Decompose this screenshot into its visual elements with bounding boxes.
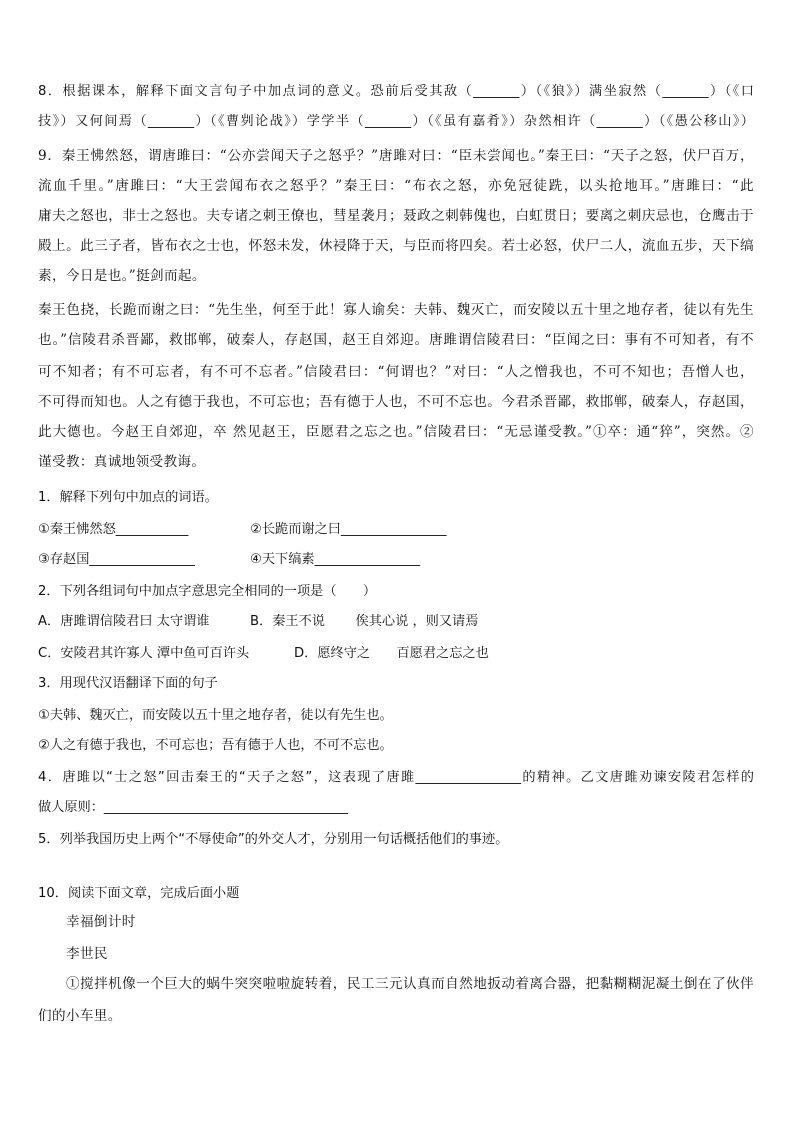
q9-passage2-line-1: 秦王色挠，长跪而谢之曰：“先生坐，何至于此！寡人谕矣：夫韩、魏灭亡，而安陵以五十里之地存者，徒以有先生 [38, 302, 754, 318]
q9-sub3-sentence-1: ①夫韩、魏灭亡，而安陵以五十里之地存者，徒以有先生也。 [38, 708, 393, 723]
q9-sub2-prompt: 2．下列各组词句中加点字意思完全相同的一项是（ ） [38, 584, 377, 599]
q9-sub2-option-d: D．愿终守之 百愿君之忘之也 [294, 646, 489, 661]
q9-passage1-line-1: 9．秦王怫然怒，谓唐雎曰：“公亦尝闻天子之怒乎？”唐雎对曰：“臣未尝闻也。”秦王曰：“天子之怒，伏尸百万， [38, 148, 754, 164]
q9-sub1-item-4: ④天下缟素________________ [250, 552, 421, 567]
q9-sub3-prompt: 3．用现代汉语翻译下面的句子 [38, 676, 218, 691]
q9-passage2-line-5: 此大德也。今赵王自郊迎，卒 然见赵王，臣愿君之忘之也。”信陵君曰：“无忌谨受教。”①卒：通“猝”，突然。② [38, 424, 754, 440]
q9-passage1-line-2: 流血千里。”唐雎曰：“大王尝闻布衣之怒乎？”秦王曰：“布衣之怒，亦免冠徒跣，以头抢地耳。”唐雎曰：“此 [38, 178, 754, 194]
article-paragraph-1-line-2: 们的小车里。 [38, 1008, 122, 1024]
q9-sub2-option-b: B．秦王不说 俟其心说 ，则又请焉 [250, 614, 479, 629]
q9-sub3-sentence-2: ②人之有德于我也，不可忘也；吾有德于人也，不可不忘也。 [38, 738, 393, 753]
q8-line-2: 技》）又何间焉（_______）（《曹刿论战》）学学半（_______）（《虽有嘉肴》）杂然相许（_______）（《愚公移山》） [38, 114, 754, 129]
q9-passage2-line-2: 也。”信陵君杀晋鄙，救邯郸，破秦人，存赵国，赵王自郊迎。唐雎谓信陵君曰：“臣闻之曰：事有不可知者，有不 [38, 332, 754, 348]
q9-passage2-line-4: 不可得而知也。人之有德于我也，不可忘也；吾有德于人也，不可不忘也。今君杀晋鄙，救邯郸，破秦人，存赵国， [38, 394, 754, 410]
q10-intro: 10．阅读下面文章，完成后面小题 [38, 886, 240, 901]
q9-sub2-option-c: C．安陵君其许寡人 潭中鱼可百许头 [38, 646, 250, 661]
q9-sub4-line-1: 4．唐雎以“士之怒”回击秦王的“天子之怒”，这表现了唐雎________________的精神。乙文唐雎劝谏安陵君怎样的 [38, 770, 754, 785]
q8-line-1: 8．根据课本，解释下面文言句子中加点词的意义。恐前后受其敌（_______）（《狼》）满坐寂然（_______）（《口 [38, 84, 754, 99]
article-paragraph-1-line-1: ①搅拌机像一个巨大的蜗牛突突啦啦旋转着，民工三元认真而自然地扳动着离合器，把黏糊糊泥凝土倒在了伙伴 [66, 976, 754, 992]
q9-passage2-line-3: 可不知者；有不可忘者，有不可不忘者。”信陵君曰：“何谓也？”对曰：“人之憎我也，不可不知也；吾憎人也， [38, 364, 754, 380]
q9-passage1-line-5: 素，今日是也。”挺剑而起。 [38, 268, 206, 284]
q9-sub1-item-3: ③存赵国________________ [38, 552, 195, 567]
q9-passage1-line-4: 殿上。此三子者，皆布衣之士也，怀怒未发，休祲降于天，与臣而将四矣。若士必怒，伏尸二人，流血五步，天下缟 [38, 238, 754, 254]
q9-sub1-prompt: 1．解释下列句中加点的词语。 [38, 490, 218, 505]
q9-sub5-prompt: 5．列举我国历史上两个“不辱使命”的外交人才，分别用一句话概括他们的事迹。 [38, 832, 509, 847]
q9-sub1-item-1: ①秦王怫然怒___________ [38, 522, 189, 537]
q9-sub2-option-a: A．唐雎谓信陵君曰 太守谓谁 [38, 614, 210, 629]
article-title: 幸福倒计时 [66, 914, 136, 930]
q9-sub1-item-2: ②长跪而谢之曰________________ [250, 522, 447, 537]
q9-passage2-line-6: 谨受教：真诚地领受教诲。 [38, 454, 206, 470]
q9-passage1-line-3: 庸夫之怒也，非士之怒也。夫专诸之刺王僚也，彗星袭月；聂政之刺韩傀也，白虹贯日；要离之刺庆忌也，仓鹰击于 [38, 208, 754, 224]
q9-sub4-line-2: 做人原则：_____________________________________ [38, 800, 348, 815]
article-author: 李世民 [66, 946, 108, 962]
